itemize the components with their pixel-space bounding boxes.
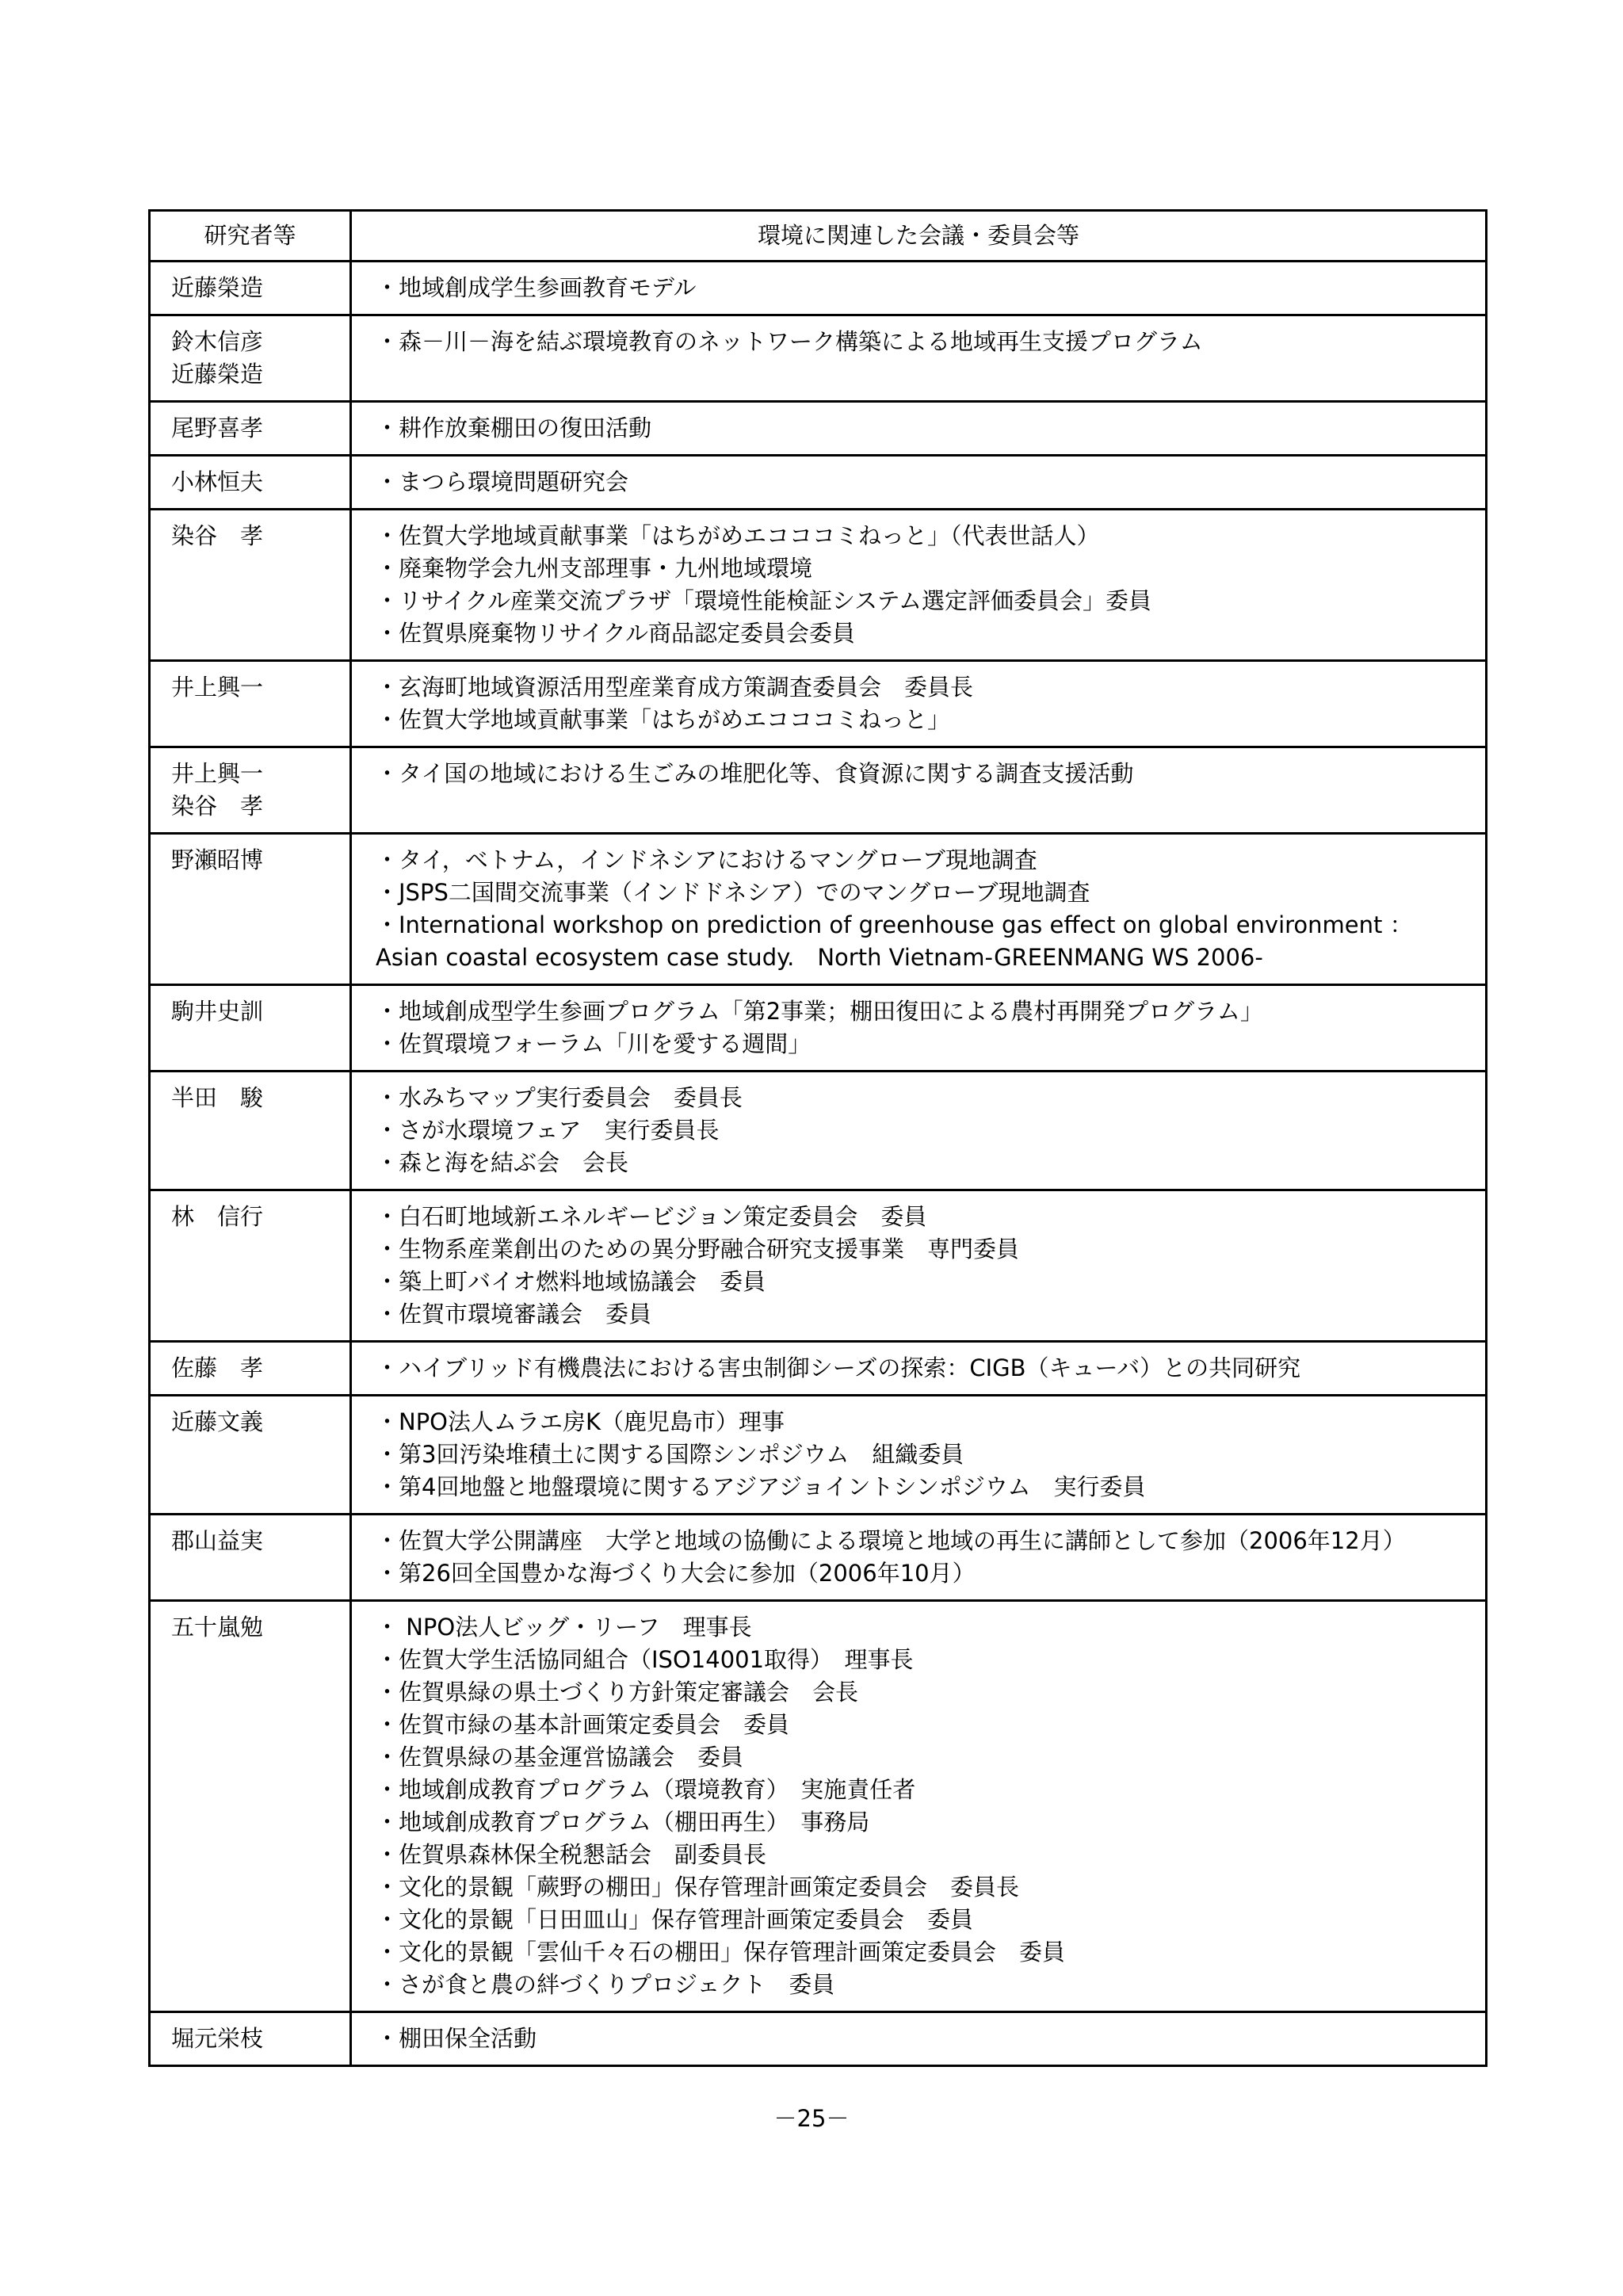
header-row (150, 211, 1487, 262)
researcher-name: 野瀬昭博 (171, 846, 264, 873)
committee-table (148, 209, 1487, 2067)
committee-item: ・地域創成教育プログラム（環境教育） 実施責任者 (376, 1776, 916, 1803)
researcher-name: 尾野喜孝 (171, 415, 264, 441)
committee-item: ・棚田保全活動 (376, 2025, 537, 2052)
committee-cell (351, 985, 1487, 1072)
researcher-cell (150, 1072, 351, 1190)
researcher-cell (150, 1342, 351, 1396)
researcher-cell (150, 1396, 351, 1515)
committee-item: ・佐賀大学公開講座 大学と地域の協働による環境と地域の再生に講師として参加（2006年12月） (376, 1527, 1406, 1554)
researcher-name: 井上興一 (171, 674, 264, 701)
committee-item: ・佐賀県廃棄物リサイクル商品認定委員会委員 (376, 620, 855, 647)
committee-item: ・さが食と農の絆づくりプロジェクト 委員 (376, 1971, 835, 1998)
committee-item: ・築上町バイオ燃料地域協議会 委員 (376, 1268, 766, 1295)
researcher-cell (150, 2012, 351, 2066)
researcher-cell (150, 834, 351, 985)
committee-item: ・玄海町地域資源活用型産業育成方策調査委員会 委員長 (376, 674, 974, 701)
committee-item: ・佐賀大学生活協同組合（ISO14001取得） 理事長 (376, 1646, 914, 1673)
researcher-name: 堀元栄枝 (171, 2025, 264, 2052)
committee-cell (351, 315, 1487, 402)
committee-cell (351, 1601, 1487, 2012)
committee-item: ・さが水環境フェア 実行委員長 (376, 1117, 720, 1144)
header-committees: 環境に関連した会議・委員会等 (351, 211, 1487, 262)
table-row (150, 1515, 1487, 1601)
researcher-name: 染谷 孝 (171, 793, 264, 819)
committee-cell (351, 1342, 1487, 1396)
researcher-name: 近藤榮造 (171, 361, 264, 388)
researcher-cell (150, 456, 351, 510)
researcher-cell (150, 402, 351, 456)
committee-item: ・森－川－海を結ぶ環境教育のネットワーク構築による地域再生支援プログラム (376, 328, 1203, 355)
committee-item: ・森と海を結ぶ会 会長 (376, 1149, 629, 1176)
researcher-name: 五十嵐勉 (171, 1614, 264, 1641)
researcher-name: 郡山益実 (171, 1527, 264, 1554)
table-row (150, 1601, 1487, 2012)
table-row (150, 510, 1487, 661)
researcher-name: 半田 駿 (171, 1084, 264, 1111)
table-header (150, 211, 1487, 262)
researcher-cell (150, 985, 351, 1072)
researcher-cell (150, 315, 351, 402)
table-row (150, 1396, 1487, 1515)
table-row (150, 456, 1487, 510)
researcher-name: 井上興一 (171, 760, 264, 787)
researcher-cell (150, 747, 351, 834)
committee-cell (351, 834, 1487, 985)
committee-item: ・佐賀大学地域貢献事業「はちがめエコココミねっと」（代表世話人） (376, 522, 1100, 549)
table-row (150, 1190, 1487, 1342)
committee-item: ・佐賀市緑の基本計画策定委員会 委員 (376, 1711, 790, 1738)
committee-item: ・リサイクル産業交流プラザ「環境性能検証システム選定評価委員会」委員 (376, 587, 1152, 614)
committee-item: ・佐賀大学地域貢献事業「はちがめエコココミねっと」 (376, 706, 951, 733)
committee-cell (351, 1396, 1487, 1515)
committee-item: ・地域創成教育プログラム（棚田再生） 事務局 (376, 1809, 870, 1836)
page-number: －25－ (773, 2105, 850, 2132)
researcher-name: 近藤榮造 (171, 274, 264, 301)
committee-cell (351, 1072, 1487, 1190)
table-body (150, 262, 1487, 2066)
researcher-name: 鈴木信彦 (171, 328, 264, 355)
table-row (150, 661, 1487, 747)
researcher-name: 染谷 孝 (171, 522, 264, 549)
committee-cell (351, 661, 1487, 747)
researcher-cell (150, 1601, 351, 2012)
committee-item: ・耕作放棄棚田の復田活動 (376, 415, 652, 441)
committee-item: ・NPO法人ムラエ房K（鹿児島市）理事 (376, 1408, 785, 1435)
researcher-name: 佐藤 孝 (171, 1354, 264, 1381)
committee-item: ・International workshop on prediction of greenhouse gas effect on global environment ： Asian coastal ecosystem case study. North Vietnam-GREENMANG WS 2006- (376, 911, 1420, 971)
researcher-cell (150, 1190, 351, 1342)
committee-item: ・タイ，ベトナム，インドネシアにおけるマングローブ現地調査 (376, 846, 1037, 873)
committee-item: ・ NPO法人ビッグ・リーフ 理事長 (376, 1614, 752, 1641)
table-row (150, 985, 1487, 1072)
committee-item: ・文化的景観「蕨野の棚田」保存管理計画策定委員会 委員長 (376, 1874, 1020, 1901)
committee-cell (351, 2012, 1487, 2066)
committee-item: ・佐賀市環境審議会 委員 (376, 1301, 652, 1328)
committee-item: ・タイ国の地域における生ごみの堆肥化等、食資源に関する調査支援活動 (376, 760, 1134, 787)
committee-item: ・第4回地盤と地盤環境に関するアジアジョイントシンポジウム 実行委員 (376, 1473, 1146, 1500)
researcher-name: 駒井史訓 (171, 998, 264, 1025)
committee-item: ・地域創成型学生参画プログラム「第2事業；棚田復田による農村再開発プログラム」 (376, 998, 1263, 1025)
committee-item: ・佐賀環境フォーラム「川を愛する週間」 (376, 1030, 812, 1057)
committee-cell (351, 747, 1487, 834)
committee-item: ・佐賀県緑の県土づくり方針策定審議会 会長 (376, 1679, 859, 1706)
committee-cell (351, 1515, 1487, 1601)
committee-cell (351, 510, 1487, 661)
table-row (150, 834, 1487, 985)
researcher-name: 小林恒夫 (171, 468, 264, 495)
committee-item: ・文化的景観「日田皿山」保存管理計画策定委員会 委員 (376, 1906, 974, 1933)
committee-item: ・水みちマップ実行委員会 委員長 (376, 1084, 743, 1111)
committee-item: ・廃棄物学会九州支部理事・九州地域環境 (376, 555, 813, 582)
committee-cell (351, 1190, 1487, 1342)
header-researcher: 研究者等 (150, 211, 351, 262)
table-row (150, 315, 1487, 402)
researcher-cell (150, 262, 351, 315)
committee-item: ・生物系産業創出のための異分野融合研究支援事業 専門委員 (376, 1236, 1020, 1263)
committee-item: ・白石町地域新エネルギービジョン策定委員会 委員 (376, 1203, 927, 1230)
table-row (150, 262, 1487, 315)
researcher-cell (150, 661, 351, 747)
table-row (150, 402, 1487, 456)
researcher-cell (150, 1515, 351, 1601)
committee-item: ・佐賀県森林保全税懇話会 副委員長 (376, 1841, 767, 1868)
committee-cell (351, 456, 1487, 510)
table-row (150, 747, 1487, 834)
committee-item: ・第26回全国豊かな海づくり大会に参加（2006年10月） (376, 1560, 976, 1587)
committee-item: ・地域創成学生参画教育モデル (376, 274, 697, 301)
committee-item: ・JSPS二国間交流事業（インドドネシア）でのマングローブ現地調査 (376, 879, 1090, 906)
table-row (150, 1342, 1487, 1396)
committee-cell (351, 402, 1487, 456)
committee-item: ・ハイブリッド有機農法における害虫制御シーズの探索：CIGB（キューバ）との共同研究 (376, 1354, 1301, 1381)
committee-item: ・まつら環境問題研究会 (376, 468, 629, 495)
committee-cell (351, 262, 1487, 315)
committee-item: ・第3回汚染堆積土に関する国際シンポジウム 組織委員 (376, 1441, 964, 1468)
committee-item: ・佐賀県緑の基金運営協議会 委員 (376, 1744, 744, 1771)
researcher-cell (150, 510, 351, 661)
researcher-name: 近藤文義 (171, 1408, 264, 1435)
table-row (150, 2012, 1487, 2066)
committee-item: ・文化的景観「雲仙千々石の棚田」保存管理計画策定委員会 委員 (376, 1939, 1066, 1966)
table-row (150, 1072, 1487, 1190)
researcher-name: 林 信行 (171, 1203, 264, 1230)
